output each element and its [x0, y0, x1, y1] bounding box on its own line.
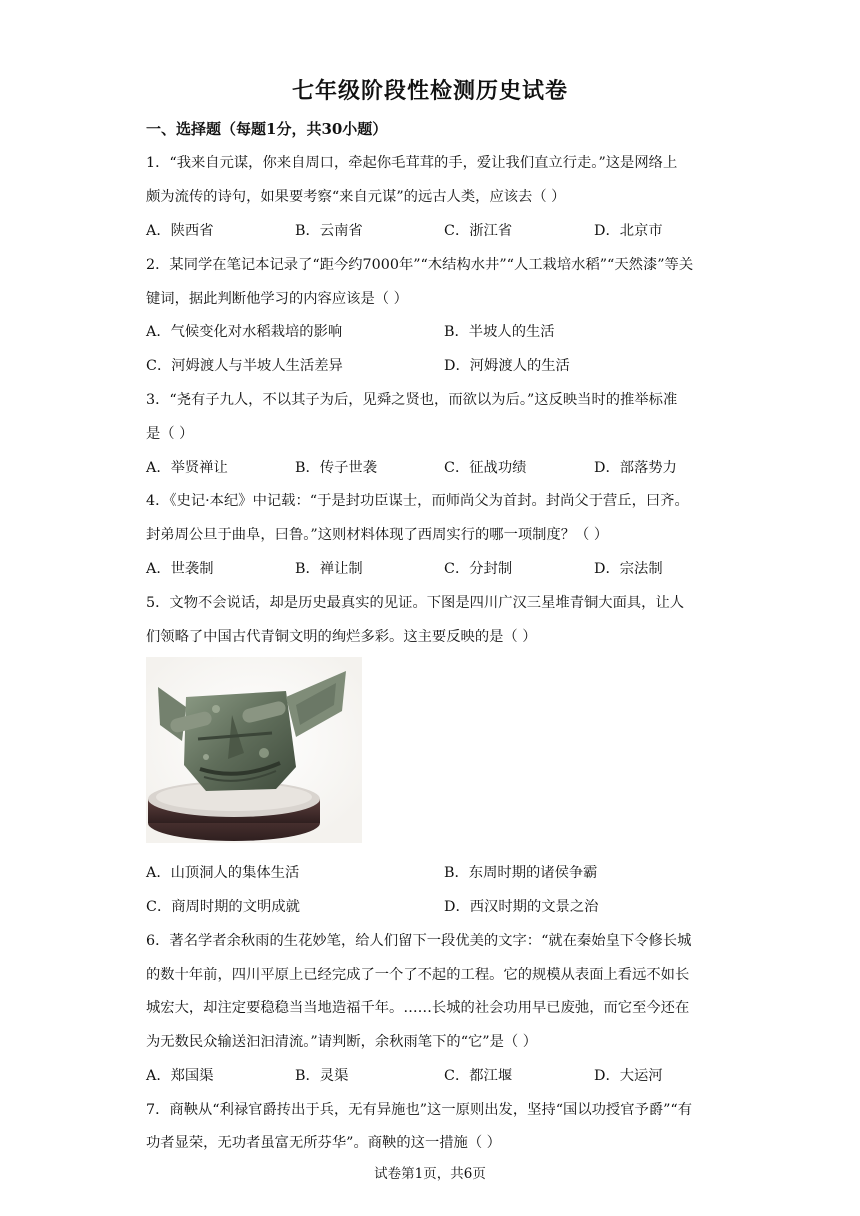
q4-option-b: B．禅让制: [295, 561, 363, 577]
q4-stem-line2: 封弟周公旦于曲阜，曰鲁。”这则材料体现了西周实行的哪一项制度？（ ）: [146, 527, 609, 543]
q3-option-b: B．传子世袭: [295, 460, 377, 476]
q6-option-a: A．郑国渠: [146, 1068, 214, 1084]
q6-stem-line2: 的数十年前，四川平原上已经完成了一个了不起的工程。它的规模从表面上看远不如长: [146, 967, 690, 983]
q1-option-c: C．浙江省: [444, 223, 513, 239]
q5-stem-line1: 5．文物不会说话，却是历史最真实的见证。下图是四川广汉三星堆青铜大面具，让人: [146, 595, 685, 611]
q2-option-d: D．河姆渡人的生活: [444, 358, 570, 374]
q6-stem-line3: 城宏大，却注定要稳稳当当地造福千年。……长城的社会功用早已废弛，而它至今还在: [146, 1000, 690, 1016]
q7-stem-line2: 功者显荣，无功者虽富无所芬华”。商鞅的这一措施（ ）: [146, 1135, 501, 1151]
q6-stem-line1: 6．著名学者余秋雨的生花妙笔，给人们留下一段优美的文字：“就在秦始皇下令修长城: [146, 933, 692, 949]
q4-option-d: D．宗法制: [594, 561, 663, 577]
bronze-mask-image: [146, 657, 362, 843]
q2-option-c: C．河姆渡人与半坡人生活差异: [146, 358, 343, 374]
q1-option-a: A．陕西省: [146, 223, 214, 239]
exam-title: 七年级阶段性检测历史试卷: [291, 78, 568, 104]
q1-option-d: D．北京市: [594, 223, 663, 239]
page-footer: 试卷第1页，共6页: [374, 1166, 486, 1182]
q1-stem-line2: 颇为流传的诗句，如果要考察“来自元谋”的远古人类，应该去（ ）: [146, 189, 566, 205]
q2-stem-line1: 2．某同学在笔记本记录了“距今约7000年”“木结构水井”“人工栽培水稻”“天然漆”等关: [146, 257, 694, 273]
q4-option-c: C．分封制: [444, 561, 513, 577]
q3-option-a: A．举贤禅让: [146, 460, 228, 476]
q3-option-d: D．部落势力: [594, 460, 677, 476]
q4-option-a: A．世袭制: [146, 561, 214, 577]
q3-option-c: C．征战功绩: [444, 460, 527, 476]
q2-option-a: A．气候变化对水稻栽培的影响: [146, 324, 343, 340]
q2-option-b: B．半坡人的生活: [444, 324, 555, 340]
q4-stem-line1: 4．《史记·本纪》中记载：“于是封功臣谋士，而师尚父为首封。封尚父于营丘，曰齐。: [146, 493, 689, 509]
q1-option-b: B．云南省: [295, 223, 363, 239]
q5-option-a: A．山顶洞人的集体生活: [146, 865, 300, 881]
q1-stem-line1: 1．“我来自元谋，你来自周口，牵起你毛茸茸的手，爱让我们直立行走。”这是网络上: [146, 155, 678, 171]
section-heading: 一、选择题（每题1分，共30小题）: [146, 120, 388, 138]
q3-stem-line2: 是（ ）: [146, 426, 194, 442]
q5-stem-line2: 们领略了中国古代青铜文明的绚烂多彩。这主要反映的是（ ）: [146, 629, 537, 645]
q5-option-c: C．商周时期的文明成就: [146, 899, 300, 915]
q5-option-b: B．东周时期的诸侯争霸: [444, 865, 598, 881]
q6-option-c: C．都江堰: [444, 1068, 513, 1084]
q2-stem-line2: 键词，据此判断他学习的内容应该是（ ）: [146, 291, 408, 307]
q5-option-d: D．西汉时期的文景之治: [444, 899, 599, 915]
q6-stem-line4: 为无数民众输送汩汩清流。”请判断，余秋雨笔下的“它”是（ ）: [146, 1034, 538, 1050]
q7-stem-line1: 7．商鞅从“利禄官爵抟出于兵，无有异施也”这一原则出发，坚持“国以功授官予爵”“有: [146, 1102, 693, 1118]
q6-option-b: B．灵渠: [295, 1068, 349, 1084]
q6-option-d: D．大运河: [594, 1068, 663, 1084]
q3-stem-line1: 3．“尧有子九人，不以其子为后，见舜之贤也，而欲以为后。”这反映当时的推举标准: [146, 392, 678, 408]
